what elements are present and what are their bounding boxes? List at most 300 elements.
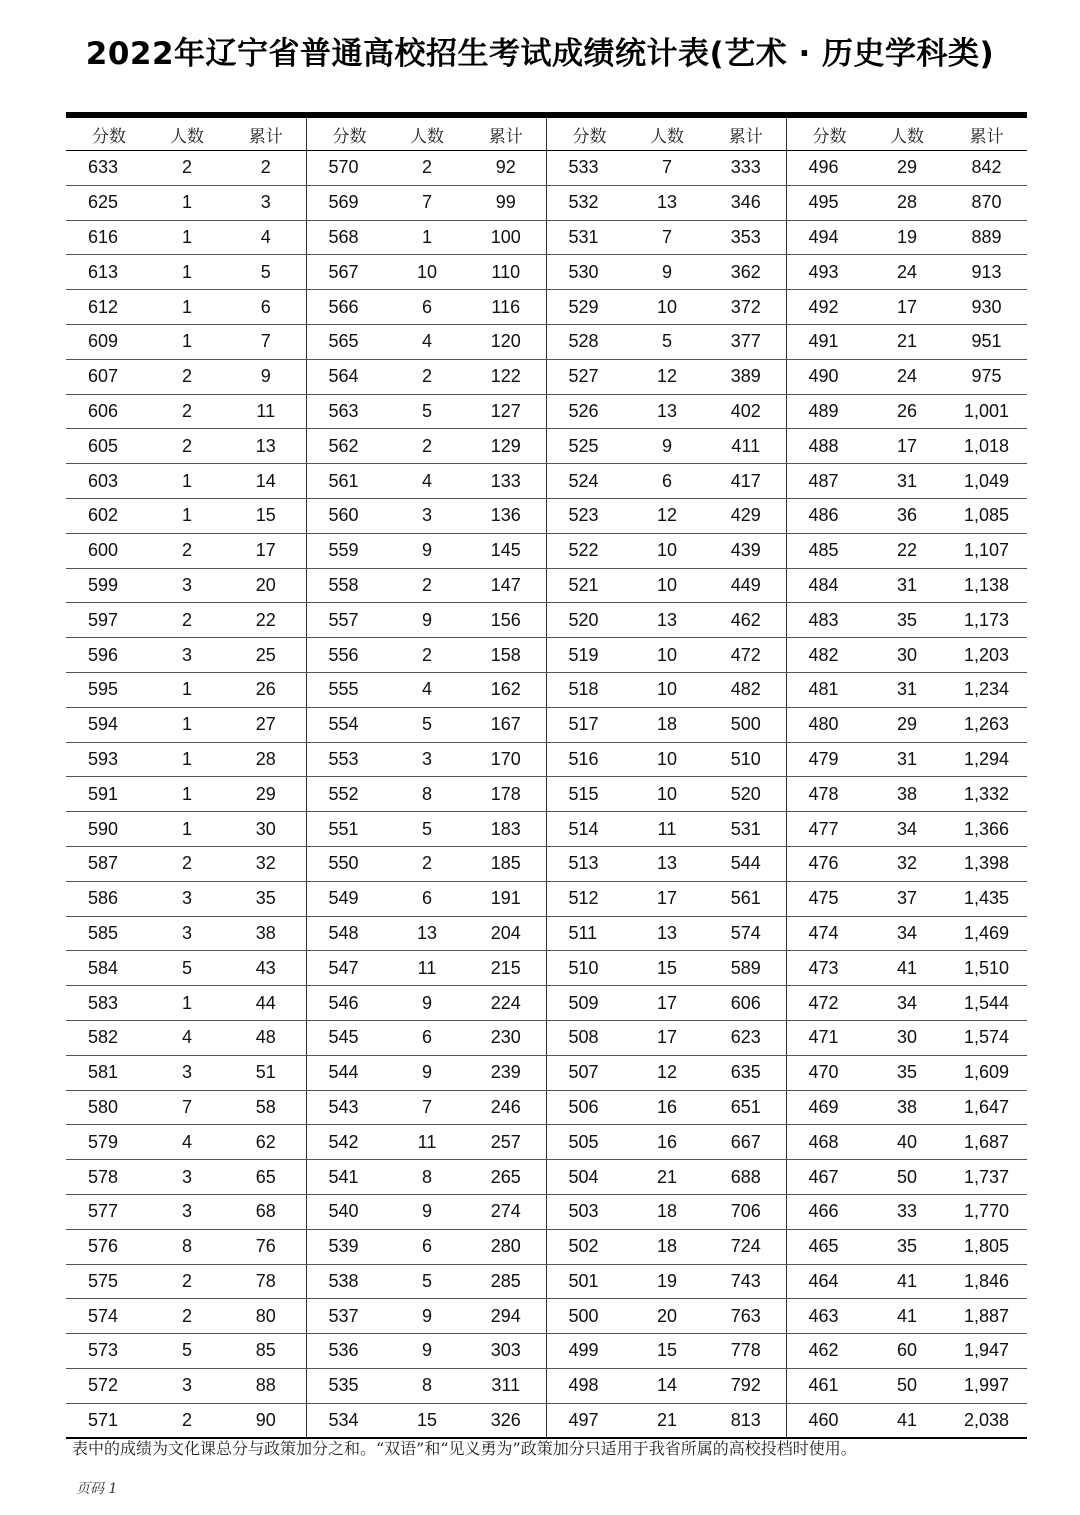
score-cell: 554: [306, 707, 388, 742]
score-cell: 566: [306, 290, 388, 325]
score-cell: 587: [66, 846, 148, 881]
cumulative-cell: 51: [226, 1055, 306, 1090]
cumulative-cell: 574: [706, 916, 786, 951]
cumulative-cell: 1,687: [946, 1125, 1027, 1160]
count-cell: 28: [868, 185, 946, 220]
score-cell: 494: [786, 220, 868, 255]
score-cell: 510: [546, 951, 628, 986]
cumulative-cell: 99: [466, 185, 546, 220]
count-cell: 2: [388, 429, 466, 464]
cumulative-cell: 1,294: [946, 742, 1027, 777]
column-header-count: 人数: [148, 118, 226, 151]
table-row: [66, 394, 1027, 429]
cumulative-cell: 763: [706, 1299, 786, 1334]
cumulative-cell: 170: [466, 742, 546, 777]
count-cell: 50: [868, 1160, 946, 1195]
score-cell: 574: [66, 1299, 148, 1334]
count-cell: 7: [628, 151, 706, 186]
count-cell: 3: [148, 1368, 226, 1403]
score-cell: 633: [66, 151, 148, 186]
count-cell: 35: [868, 1229, 946, 1264]
count-cell: 37: [868, 881, 946, 916]
count-cell: 5: [388, 812, 466, 847]
score-cell: 492: [786, 290, 868, 325]
count-cell: 17: [628, 881, 706, 916]
count-cell: 10: [628, 742, 706, 777]
score-cell: 558: [306, 568, 388, 603]
score-cell: 535: [306, 1368, 388, 1403]
cumulative-cell: 372: [706, 290, 786, 325]
count-cell: 5: [388, 394, 466, 429]
count-cell: 34: [868, 812, 946, 847]
count-cell: 4: [148, 1020, 226, 1055]
score-cell: 475: [786, 881, 868, 916]
count-cell: 24: [868, 255, 946, 290]
cumulative-cell: 975: [946, 359, 1027, 394]
score-cell: 524: [546, 464, 628, 499]
score-cell: 555: [306, 672, 388, 707]
score-cell: 507: [546, 1055, 628, 1090]
score-cell: 506: [546, 1090, 628, 1125]
score-cell: 597: [66, 603, 148, 638]
score-cell: 612: [66, 290, 148, 325]
cumulative-cell: 792: [706, 1368, 786, 1403]
score-cell: 570: [306, 151, 388, 186]
cumulative-cell: 346: [706, 185, 786, 220]
score-cell: 537: [306, 1299, 388, 1334]
count-cell: 38: [868, 777, 946, 812]
cumulative-cell: 1,997: [946, 1368, 1027, 1403]
cumulative-cell: 3: [226, 185, 306, 220]
cumulative-cell: 303: [466, 1334, 546, 1369]
count-cell: 1: [148, 986, 226, 1021]
score-cell: 546: [306, 986, 388, 1021]
count-cell: 5: [388, 707, 466, 742]
count-cell: 6: [628, 464, 706, 499]
count-cell: 3: [148, 568, 226, 603]
score-cell: 517: [546, 707, 628, 742]
table-row: [66, 777, 1027, 812]
cumulative-cell: 28: [226, 742, 306, 777]
score-cell: 527: [546, 359, 628, 394]
count-cell: 41: [868, 1264, 946, 1299]
count-cell: 1: [148, 707, 226, 742]
count-cell: 9: [628, 429, 706, 464]
score-cell: 498: [546, 1368, 628, 1403]
count-cell: 9: [388, 1299, 466, 1334]
count-cell: 1: [148, 498, 226, 533]
score-cell: 567: [306, 255, 388, 290]
cumulative-cell: 1,263: [946, 707, 1027, 742]
count-cell: 3: [148, 638, 226, 673]
cumulative-cell: 510: [706, 742, 786, 777]
cumulative-cell: 5: [226, 255, 306, 290]
cumulative-cell: 333: [706, 151, 786, 186]
score-cell: 533: [546, 151, 628, 186]
score-cell: 572: [66, 1368, 148, 1403]
count-cell: 12: [628, 498, 706, 533]
cumulative-cell: 100: [466, 220, 546, 255]
score-cell: 496: [786, 151, 868, 186]
score-cell: 512: [546, 881, 628, 916]
count-cell: 30: [868, 638, 946, 673]
count-cell: 10: [628, 290, 706, 325]
column-header-cumulative: 累计: [706, 118, 786, 151]
count-cell: 3: [148, 916, 226, 951]
cumulative-cell: 29: [226, 777, 306, 812]
cumulative-cell: 133: [466, 464, 546, 499]
cumulative-cell: 280: [466, 1229, 546, 1264]
cumulative-cell: 285: [466, 1264, 546, 1299]
score-cell: 515: [546, 777, 628, 812]
score-cell: 609: [66, 324, 148, 359]
cumulative-cell: 265: [466, 1160, 546, 1195]
score-cell: 521: [546, 568, 628, 603]
table-row: [66, 846, 1027, 881]
score-cell: 594: [66, 707, 148, 742]
cumulative-cell: 472: [706, 638, 786, 673]
score-cell: 488: [786, 429, 868, 464]
count-cell: 18: [628, 1229, 706, 1264]
table-row: [66, 255, 1027, 290]
cumulative-cell: 122: [466, 359, 546, 394]
count-cell: 20: [628, 1299, 706, 1334]
score-cell: 559: [306, 533, 388, 568]
table-row: [66, 151, 1027, 186]
cumulative-cell: 30: [226, 812, 306, 847]
count-cell: 1: [148, 672, 226, 707]
count-cell: 36: [868, 498, 946, 533]
score-cell: 561: [306, 464, 388, 499]
score-cell: 575: [66, 1264, 148, 1299]
count-cell: 31: [868, 672, 946, 707]
cumulative-cell: 62: [226, 1125, 306, 1160]
table-row: [66, 638, 1027, 673]
table-row: [66, 1403, 1027, 1438]
count-cell: 10: [628, 777, 706, 812]
cumulative-cell: 80: [226, 1299, 306, 1334]
cumulative-cell: 110: [466, 255, 546, 290]
score-cell: 523: [546, 498, 628, 533]
score-cell: 532: [546, 185, 628, 220]
cumulative-cell: 11: [226, 394, 306, 429]
count-cell: 2: [148, 533, 226, 568]
score-cell: 482: [786, 638, 868, 673]
table-row: [66, 1229, 1027, 1264]
table-row: [66, 429, 1027, 464]
score-cell: 560: [306, 498, 388, 533]
cumulative-cell: 65: [226, 1160, 306, 1195]
column-header-cumulative: 累计: [946, 118, 1027, 151]
score-cell: 547: [306, 951, 388, 986]
count-cell: 3: [148, 1194, 226, 1229]
score-cell: 502: [546, 1229, 628, 1264]
score-cell: 508: [546, 1020, 628, 1055]
score-cell: 470: [786, 1055, 868, 1090]
column-header-cumulative: 累计: [466, 118, 546, 151]
count-cell: 60: [868, 1334, 946, 1369]
cumulative-cell: 688: [706, 1160, 786, 1195]
cumulative-cell: 1,737: [946, 1160, 1027, 1195]
cumulative-cell: 129: [466, 429, 546, 464]
count-cell: 31: [868, 568, 946, 603]
score-cell: 602: [66, 498, 148, 533]
cumulative-cell: 429: [706, 498, 786, 533]
score-cell: 490: [786, 359, 868, 394]
score-cell: 591: [66, 777, 148, 812]
cumulative-cell: 246: [466, 1090, 546, 1125]
score-cell: 586: [66, 881, 148, 916]
count-cell: 10: [628, 638, 706, 673]
table-row: [66, 1299, 1027, 1334]
cumulative-cell: 1,947: [946, 1334, 1027, 1369]
count-cell: 2: [388, 359, 466, 394]
count-cell: 9: [388, 1055, 466, 1090]
count-cell: 50: [868, 1368, 946, 1403]
cumulative-cell: 1,544: [946, 986, 1027, 1021]
cumulative-cell: 38: [226, 916, 306, 951]
cumulative-cell: 326: [466, 1403, 546, 1438]
score-cell: 525: [546, 429, 628, 464]
count-cell: 16: [628, 1090, 706, 1125]
score-cell: 500: [546, 1299, 628, 1334]
count-cell: 18: [628, 707, 706, 742]
cumulative-cell: 1,846: [946, 1264, 1027, 1299]
cumulative-cell: 120: [466, 324, 546, 359]
score-cell: 536: [306, 1334, 388, 1369]
cumulative-cell: 230: [466, 1020, 546, 1055]
count-cell: 4: [388, 464, 466, 499]
score-cell: 465: [786, 1229, 868, 1264]
cumulative-cell: 311: [466, 1368, 546, 1403]
cumulative-cell: 651: [706, 1090, 786, 1125]
count-cell: 12: [628, 359, 706, 394]
score-cell: 514: [546, 812, 628, 847]
cumulative-cell: 239: [466, 1055, 546, 1090]
count-cell: 41: [868, 951, 946, 986]
cumulative-cell: 183: [466, 812, 546, 847]
cumulative-cell: 362: [706, 255, 786, 290]
score-cell: 599: [66, 568, 148, 603]
count-cell: 2: [148, 1299, 226, 1334]
count-cell: 8: [388, 777, 466, 812]
table-row: [66, 672, 1027, 707]
score-cell: 600: [66, 533, 148, 568]
score-cell: 580: [66, 1090, 148, 1125]
score-cell: 550: [306, 846, 388, 881]
cumulative-cell: 417: [706, 464, 786, 499]
cumulative-cell: 813: [706, 1403, 786, 1438]
cumulative-cell: 930: [946, 290, 1027, 325]
cumulative-cell: 449: [706, 568, 786, 603]
score-cell: 479: [786, 742, 868, 777]
score-statistics-table: [66, 118, 1027, 1439]
cumulative-cell: 635: [706, 1055, 786, 1090]
table-row: [66, 464, 1027, 499]
cumulative-cell: 439: [706, 533, 786, 568]
count-cell: 1: [148, 812, 226, 847]
score-cell: 556: [306, 638, 388, 673]
table-row: [66, 881, 1027, 916]
cumulative-cell: 145: [466, 533, 546, 568]
count-cell: 13: [628, 394, 706, 429]
cumulative-cell: 90: [226, 1403, 306, 1438]
cumulative-cell: 17: [226, 533, 306, 568]
cumulative-cell: 1,018: [946, 429, 1027, 464]
score-cell: 476: [786, 846, 868, 881]
table-row: [66, 1334, 1027, 1369]
table-row: [66, 951, 1027, 986]
score-cell: 469: [786, 1090, 868, 1125]
cumulative-cell: 92: [466, 151, 546, 186]
table-row: [66, 1090, 1027, 1125]
count-cell: 2: [148, 1403, 226, 1438]
count-cell: 2: [388, 151, 466, 186]
count-cell: 1: [148, 324, 226, 359]
score-cell: 503: [546, 1194, 628, 1229]
cumulative-cell: 35: [226, 881, 306, 916]
cumulative-cell: 411: [706, 429, 786, 464]
score-cell: 495: [786, 185, 868, 220]
cumulative-cell: 127: [466, 394, 546, 429]
count-cell: 17: [868, 290, 946, 325]
cumulative-cell: 1,107: [946, 533, 1027, 568]
score-cell: 464: [786, 1264, 868, 1299]
count-cell: 26: [868, 394, 946, 429]
table-row: [66, 324, 1027, 359]
cumulative-cell: 85: [226, 1334, 306, 1369]
score-cell: 481: [786, 672, 868, 707]
table-row: [66, 986, 1027, 1021]
cumulative-cell: 185: [466, 846, 546, 881]
cumulative-cell: 1,085: [946, 498, 1027, 533]
score-cell: 577: [66, 1194, 148, 1229]
cumulative-cell: 20: [226, 568, 306, 603]
cumulative-cell: 224: [466, 986, 546, 1021]
score-cell: 590: [66, 812, 148, 847]
table-row: [66, 707, 1027, 742]
table-row: [66, 220, 1027, 255]
cumulative-cell: 178: [466, 777, 546, 812]
count-cell: 13: [628, 916, 706, 951]
count-cell: 13: [628, 185, 706, 220]
count-cell: 8: [148, 1229, 226, 1264]
count-cell: 19: [628, 1264, 706, 1299]
cumulative-cell: 913: [946, 255, 1027, 290]
cumulative-cell: 9: [226, 359, 306, 394]
cumulative-cell: 2: [226, 151, 306, 186]
count-cell: 13: [628, 846, 706, 881]
table-row: [66, 1125, 1027, 1160]
cumulative-cell: 167: [466, 707, 546, 742]
count-cell: 10: [628, 672, 706, 707]
cumulative-cell: 136: [466, 498, 546, 533]
count-cell: 13: [628, 603, 706, 638]
score-cell: 499: [546, 1334, 628, 1369]
cumulative-cell: 27: [226, 707, 306, 742]
cumulative-cell: 462: [706, 603, 786, 638]
count-cell: 21: [628, 1160, 706, 1195]
score-cell: 526: [546, 394, 628, 429]
score-cell: 489: [786, 394, 868, 429]
count-cell: 2: [148, 394, 226, 429]
column-header-score: 分数: [66, 118, 148, 151]
score-cell: 551: [306, 812, 388, 847]
table-row: [66, 1055, 1027, 1090]
score-cell: 513: [546, 846, 628, 881]
score-cell: 461: [786, 1368, 868, 1403]
count-cell: 10: [628, 533, 706, 568]
count-cell: 2: [148, 429, 226, 464]
count-cell: 15: [388, 1403, 466, 1438]
count-cell: 15: [628, 951, 706, 986]
count-cell: 12: [628, 1055, 706, 1090]
count-cell: 32: [868, 846, 946, 881]
score-cell: 538: [306, 1264, 388, 1299]
count-cell: 29: [868, 151, 946, 186]
score-cell: 552: [306, 777, 388, 812]
table-row: [66, 290, 1027, 325]
count-cell: 8: [388, 1160, 466, 1195]
score-cell: 582: [66, 1020, 148, 1055]
cumulative-cell: 32: [226, 846, 306, 881]
count-cell: 6: [388, 881, 466, 916]
count-cell: 2: [148, 151, 226, 186]
count-cell: 2: [388, 638, 466, 673]
cumulative-cell: 162: [466, 672, 546, 707]
score-cell: 568: [306, 220, 388, 255]
score-cell: 522: [546, 533, 628, 568]
score-cell: 607: [66, 359, 148, 394]
count-cell: 17: [628, 1020, 706, 1055]
table-row: [66, 359, 1027, 394]
score-cell: 534: [306, 1403, 388, 1438]
table-row: [66, 568, 1027, 603]
count-cell: 9: [388, 986, 466, 1021]
cumulative-cell: 22: [226, 603, 306, 638]
cumulative-cell: 667: [706, 1125, 786, 1160]
score-cell: 474: [786, 916, 868, 951]
count-cell: 16: [628, 1125, 706, 1160]
cumulative-cell: 561: [706, 881, 786, 916]
count-cell: 1: [148, 220, 226, 255]
cumulative-cell: 389: [706, 359, 786, 394]
count-cell: 31: [868, 742, 946, 777]
table-row: [66, 916, 1027, 951]
score-cell: 596: [66, 638, 148, 673]
score-cell: 605: [66, 429, 148, 464]
score-cell: 564: [306, 359, 388, 394]
score-cell: 576: [66, 1229, 148, 1264]
count-cell: 21: [628, 1403, 706, 1438]
count-cell: 41: [868, 1299, 946, 1334]
count-cell: 3: [388, 742, 466, 777]
cumulative-cell: 1,332: [946, 777, 1027, 812]
cumulative-cell: 842: [946, 151, 1027, 186]
page-number: 页码 1: [76, 1481, 118, 1497]
cumulative-cell: 724: [706, 1229, 786, 1264]
count-cell: 6: [388, 1020, 466, 1055]
count-cell: 30: [868, 1020, 946, 1055]
score-cell: 462: [786, 1334, 868, 1369]
score-cell: 583: [66, 986, 148, 1021]
cumulative-cell: 706: [706, 1194, 786, 1229]
score-cell: 528: [546, 324, 628, 359]
column-header-score: 分数: [306, 118, 388, 151]
cumulative-cell: 191: [466, 881, 546, 916]
score-cell: 501: [546, 1264, 628, 1299]
score-cell: 565: [306, 324, 388, 359]
